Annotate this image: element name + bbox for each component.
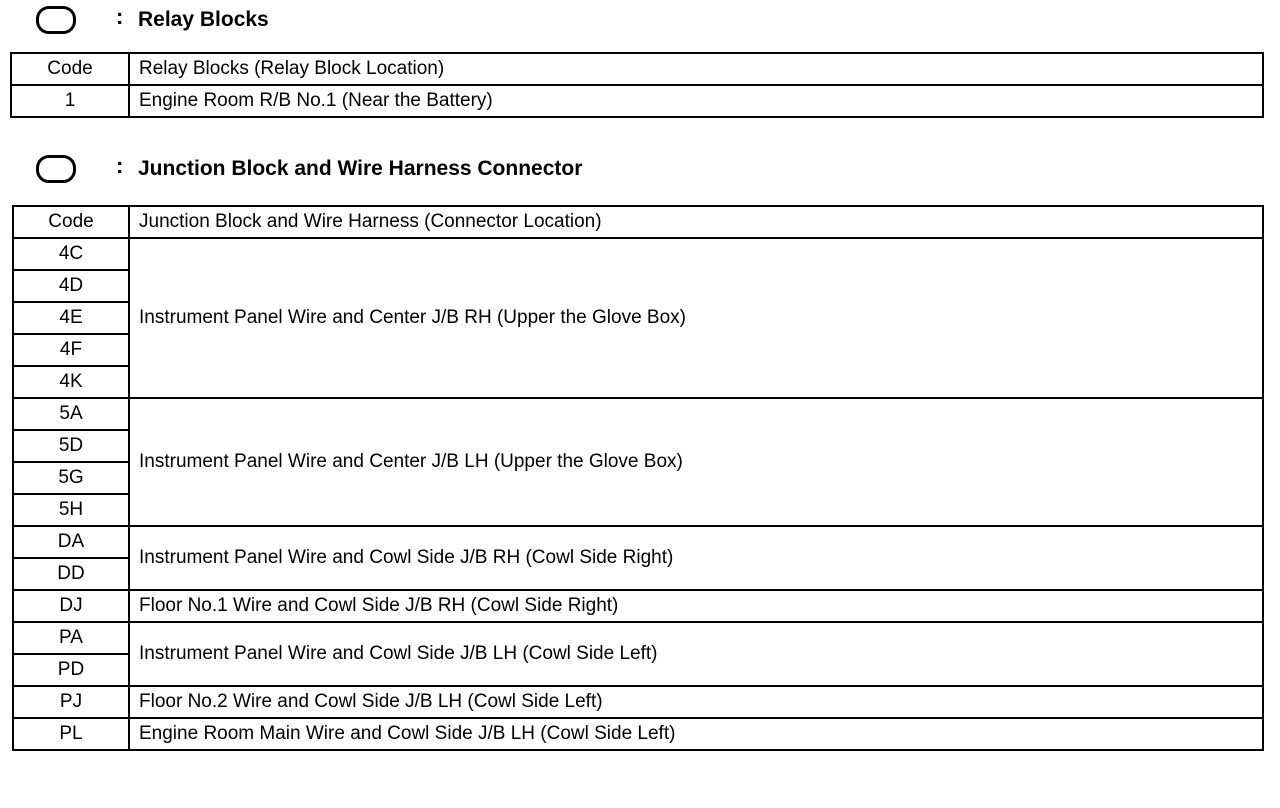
- row-code: 4E: [13, 302, 129, 334]
- row-code: 4K: [13, 366, 129, 398]
- row-description: Instrument Panel Wire and Center J/B RH (Upper the Glove Box): [129, 238, 1263, 398]
- row-code: 5D: [13, 430, 129, 462]
- row-code: PD: [13, 654, 129, 686]
- header-code: Code: [13, 206, 129, 238]
- table-row: [13, 238, 1263, 270]
- relay-blocks-heading: [36, 2, 269, 38]
- header-description: Relay Blocks (Relay Block Location): [129, 53, 1263, 85]
- header-description: Junction Block and Wire Harness (Connector Location): [129, 206, 1263, 238]
- row-code: 1: [11, 85, 129, 117]
- table-row: [11, 85, 1263, 117]
- relay-blocks-table: [10, 52, 1264, 118]
- row-description: Floor No.2 Wire and Cowl Side J/B LH (Cowl Side Left): [129, 686, 1263, 718]
- table-row: [13, 398, 1263, 430]
- row-code: 5G: [13, 462, 129, 494]
- row-description: Instrument Panel Wire and Cowl Side J/B LH (Cowl Side Left): [129, 622, 1263, 686]
- row-description: Floor No.1 Wire and Cowl Side J/B RH (Cowl Side Right): [129, 590, 1263, 622]
- table-row: [13, 526, 1263, 558]
- row-description: Instrument Panel Wire and Center J/B LH (Upper the Glove Box): [129, 398, 1263, 526]
- table-header-row: [11, 53, 1263, 85]
- table-header-row: [13, 206, 1263, 238]
- table-row: [13, 622, 1263, 654]
- row-description: Engine Room Main Wire and Cowl Side J/B LH (Cowl Side Left): [129, 718, 1263, 750]
- row-code: DJ: [13, 590, 129, 622]
- row-description: Engine Room R/B No.1 (Near the Battery): [129, 85, 1263, 117]
- row-code: PL: [13, 718, 129, 750]
- relay-blocks-title: Relay Blocks: [138, 8, 269, 31]
- junction-block-symbol-icon: [36, 155, 76, 183]
- row-description: Instrument Panel Wire and Cowl Side J/B RH (Cowl Side Right): [129, 526, 1263, 590]
- table-row: [13, 686, 1263, 718]
- junction-block-table: [12, 205, 1264, 751]
- row-code: DD: [13, 558, 129, 590]
- relay-heading-colon: :: [116, 4, 124, 29]
- row-code: PJ: [13, 686, 129, 718]
- junction-block-heading: [36, 151, 583, 187]
- relay-block-symbol-icon: [36, 6, 76, 34]
- row-code: 5H: [13, 494, 129, 526]
- header-code: Code: [11, 53, 129, 85]
- junction-heading-colon: :: [116, 153, 124, 178]
- table-row: [13, 590, 1263, 622]
- row-code: 4C: [13, 238, 129, 270]
- row-code: 4D: [13, 270, 129, 302]
- junction-block-title: Junction Block and Wire Harness Connector: [138, 157, 583, 180]
- row-code: 5A: [13, 398, 129, 430]
- row-code: 4F: [13, 334, 129, 366]
- row-code: DA: [13, 526, 129, 558]
- row-code: PA: [13, 622, 129, 654]
- table-row: [13, 718, 1263, 750]
